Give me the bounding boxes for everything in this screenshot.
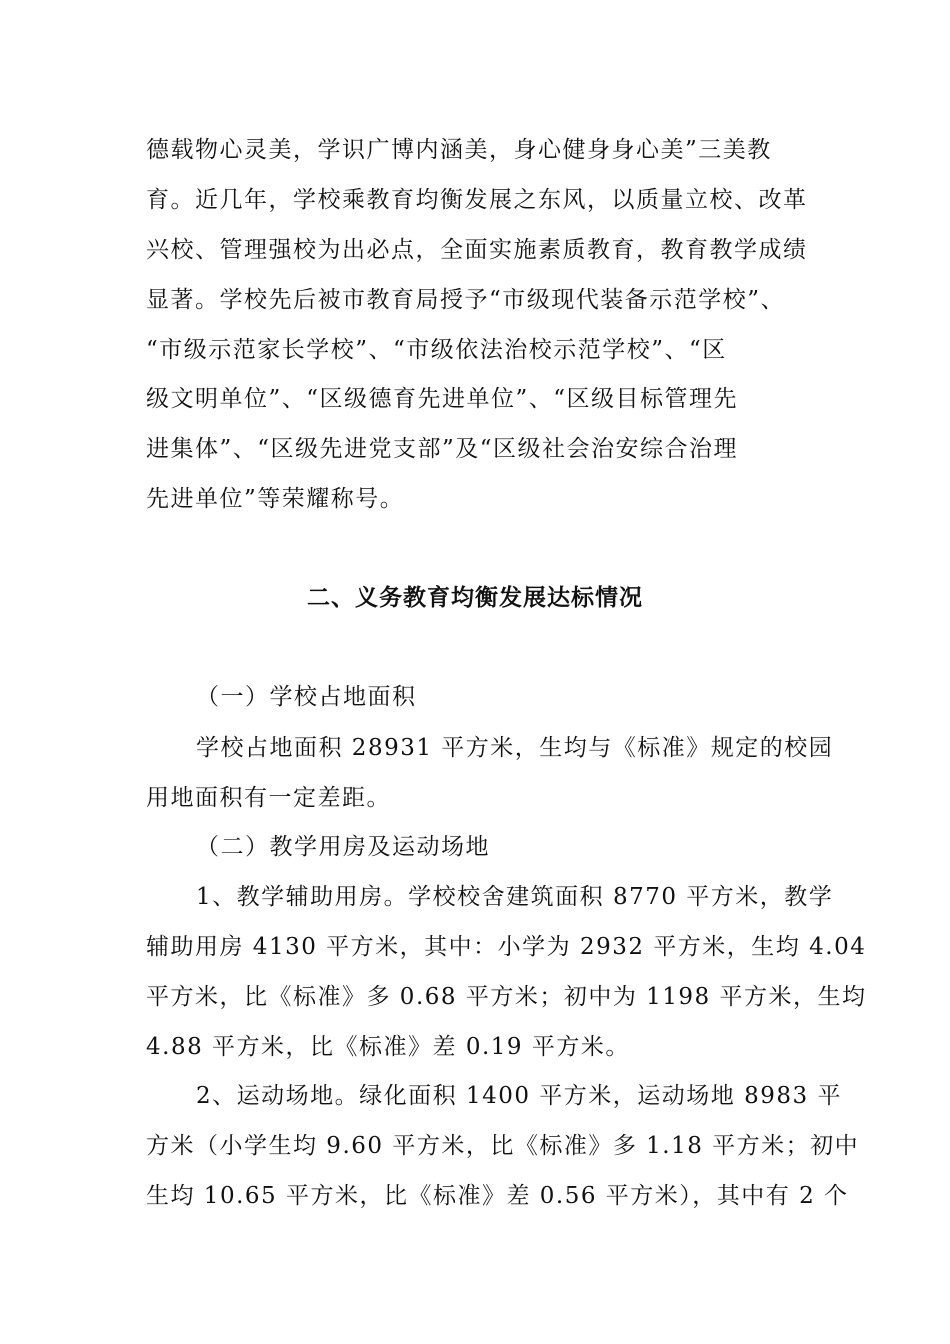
intro-line: 进集体”、“区级先进党支部”及“区级社会治安综合治理 — [146, 436, 739, 462]
section-heading: 二、义务教育均衡发展达标情况 — [307, 585, 643, 611]
intro-line: 显著。学校先后被市教育局授予“市级现代装备示范学校”、 — [146, 287, 786, 313]
subsection-title: （二）教学用房及运动场地 — [196, 834, 490, 860]
intro-line: 育。近几年，学校乘教育均衡发展之东风，以质量立校、改革 — [146, 187, 808, 213]
intro-line: 兴校、管理强校为出必点，全面实施素质教育，教育教学成绩 — [146, 237, 808, 263]
body-line: 用地面积有一定差距。 — [146, 785, 391, 811]
body-line: 4.88 平方米，比《标准》差 0.19 平方米。 — [146, 1034, 630, 1060]
body-line: 1、教学辅助用房。学校校舍建筑面积 8770 平方米，教学 — [196, 884, 834, 910]
body-line: 辅助用房 4130 平方米，其中：小学为 2932 平方米，生均 4.04 — [146, 934, 867, 960]
intro-line: 德载物心灵美，学识广博内涵美，身心健身身心美”三美教 — [146, 137, 772, 163]
body-line: 2、运动场地。绿化面积 1400 平方米，运动场地 8983 平 — [196, 1083, 842, 1109]
body-line: 平方米，比《标准》多 0.68 平方米；初中为 1198 平方米，生均 — [146, 984, 867, 1010]
subsection-title: （一）学校占地面积 — [196, 684, 417, 710]
body-line: 方米（小学生均 9.60 平方米，比《标准》多 1.18 平方米；初中 — [146, 1133, 860, 1159]
body-line: 生均 10.65 平方米，比《标准》差 0.56 平方米），其中有 2 个 — [146, 1183, 849, 1209]
body-line: 学校占地面积 28931 平方米，生均与《标准》规定的校园 — [196, 735, 834, 761]
intro-line: 先进单位”等荣耀称号。 — [146, 486, 405, 512]
intro-line: 级文明单位”、“区级德育先进单位”、“区级目标管理先 — [146, 386, 739, 412]
intro-line: “市级示范家长学校”、“市级依法治校示范学校”、“区 — [146, 337, 727, 363]
